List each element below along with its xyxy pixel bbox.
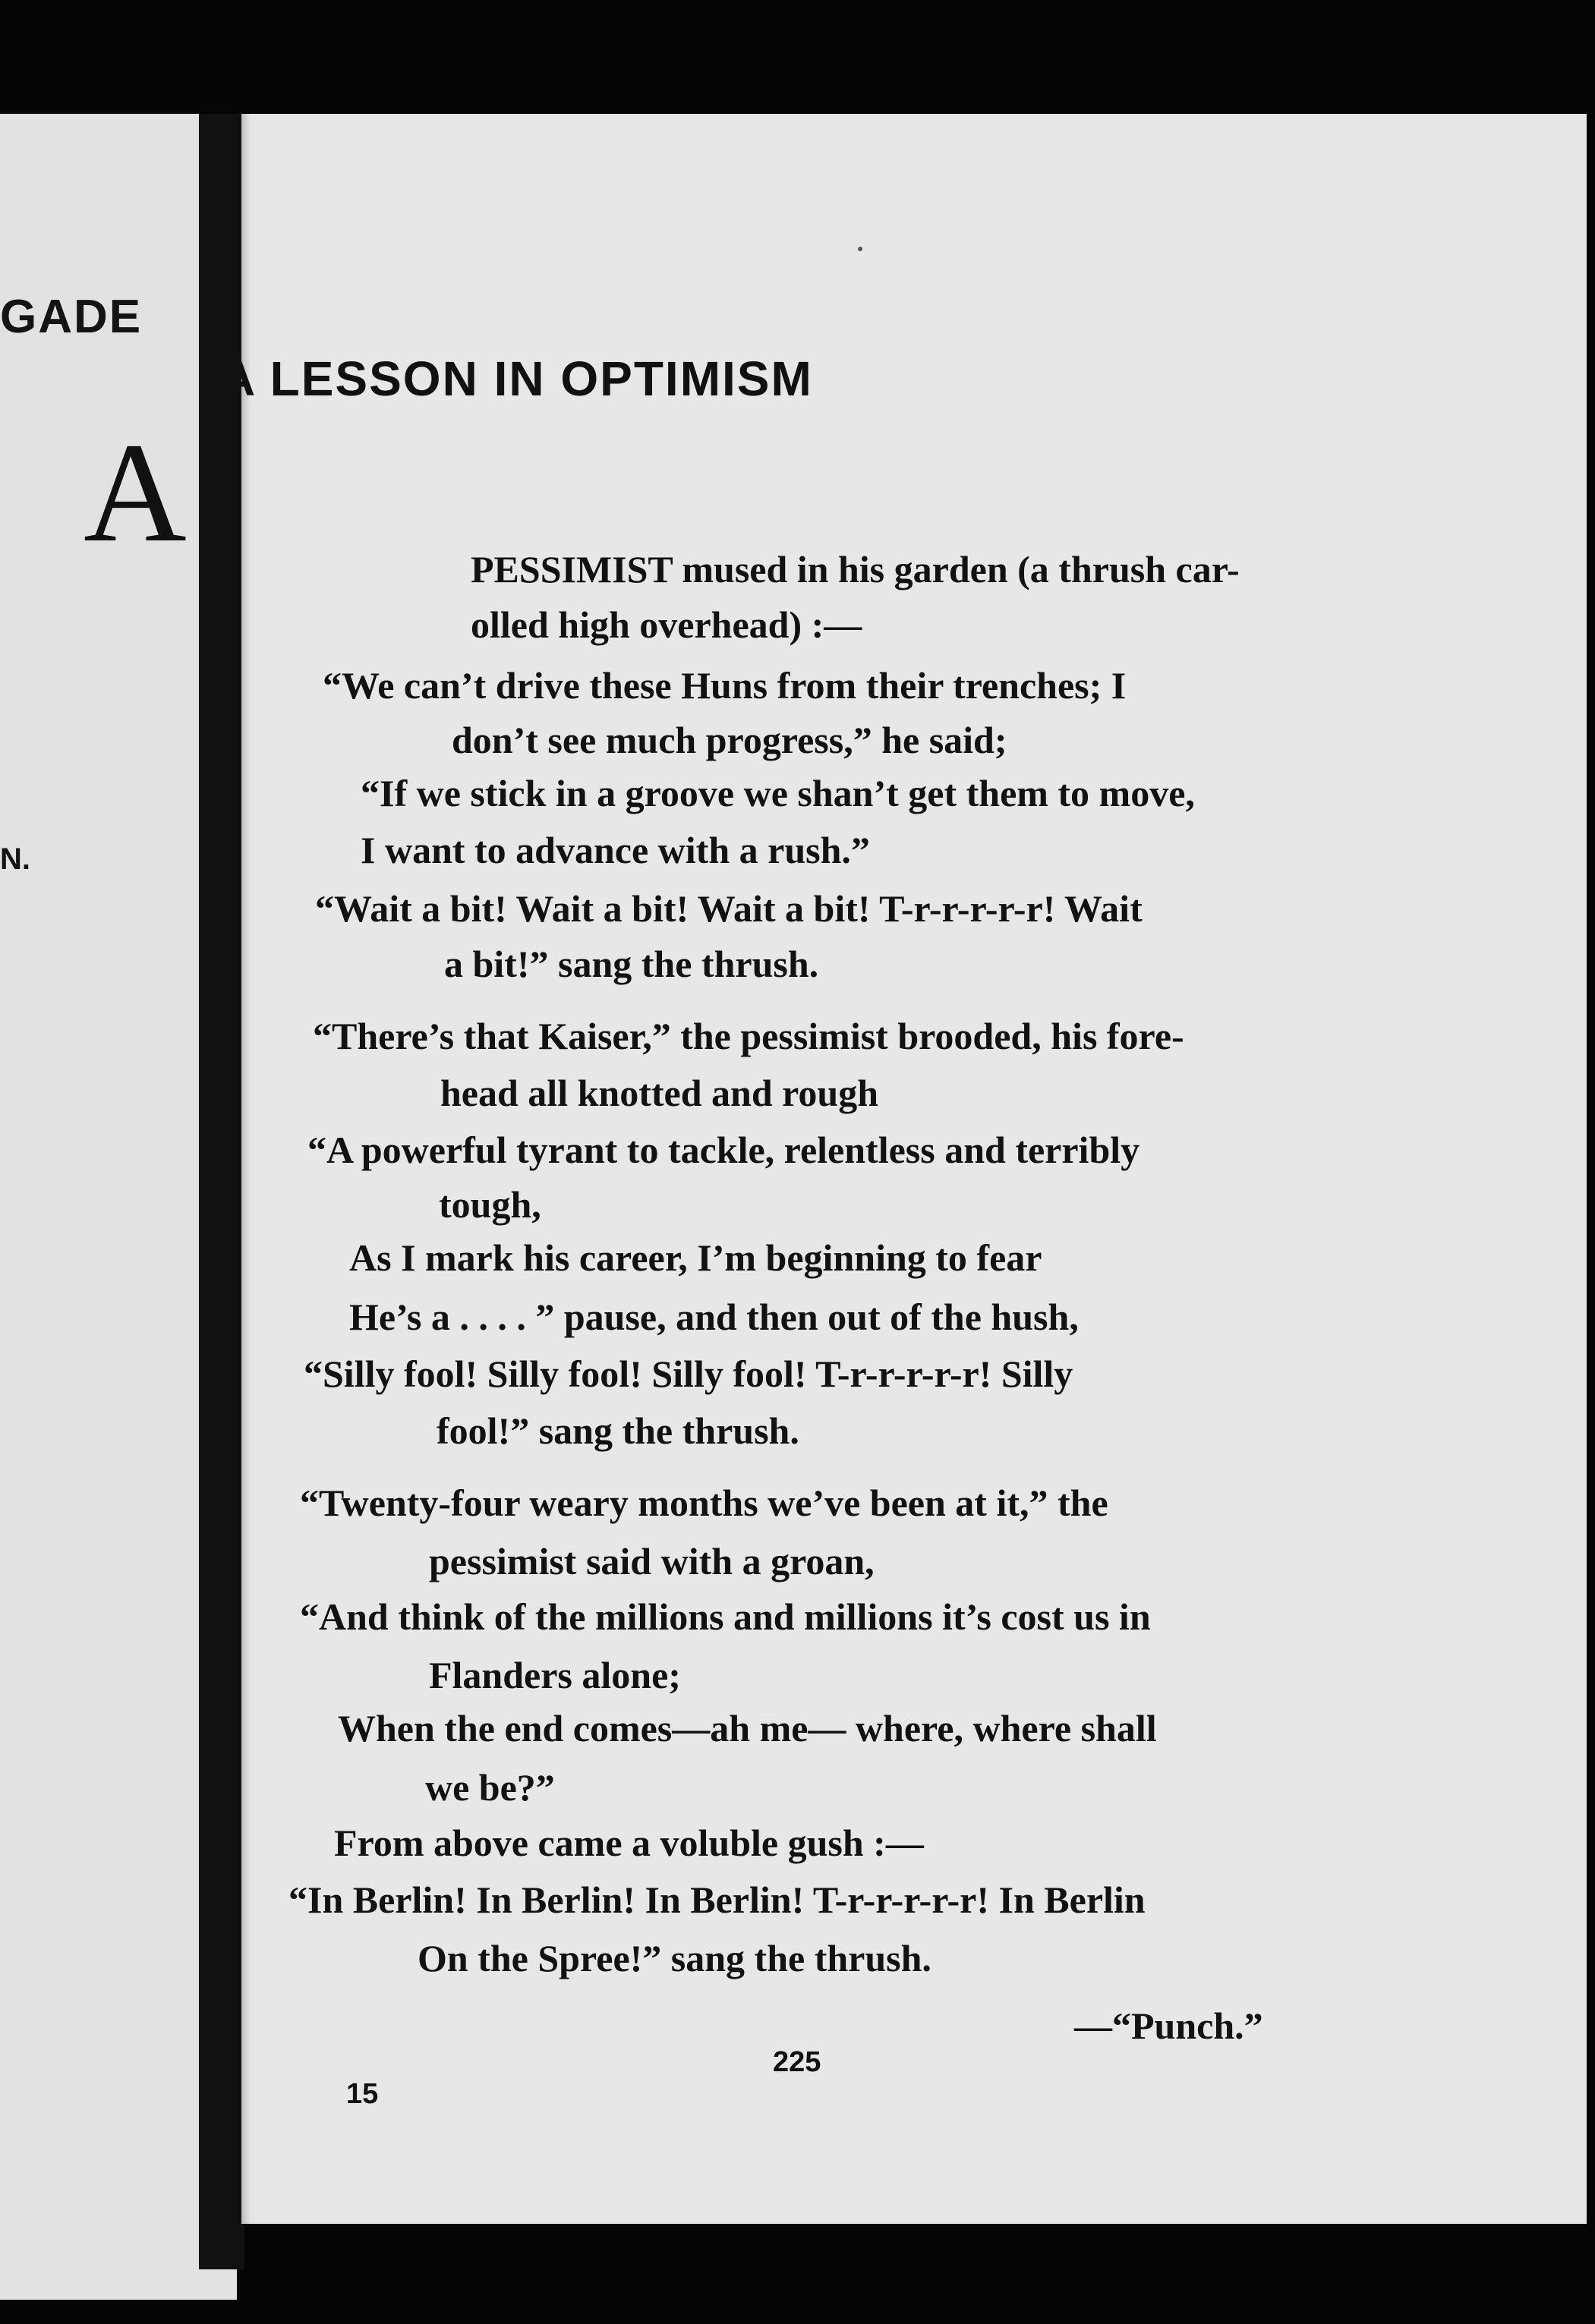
poem-line: As I mark his career, I’m beginning to fear [349, 1236, 1042, 1279]
poem-line: “A powerful tyrant to tackle, relentless and terribly [307, 1129, 1140, 1171]
drop-cap: A [84, 413, 187, 572]
left-page-heading-fragment: GADE [0, 291, 143, 343]
poem-line: From above came a voluble gush :— [334, 1822, 924, 1864]
speck [858, 247, 862, 251]
poem-line: tough, [439, 1183, 541, 1226]
poem-line: we be?” [425, 1766, 555, 1809]
page-number: 225 [773, 2046, 821, 2078]
poem-line: On the Spree!” sang the thrush. [418, 1937, 931, 1979]
poem-line: head all knotted and rough [440, 1072, 879, 1114]
poem-line: a bit!” sang the thrush. [444, 943, 819, 985]
page-edge-shadow [241, 114, 251, 2224]
poem-line: “Wait a bit! Wait a bit! Wait a bit! T-r-r-r-r-r! Wait [315, 887, 1143, 930]
poem-line: He’s a . . . . ” pause, and then out of the hush, [349, 1296, 1079, 1338]
poem-line: “In Berlin! In Berlin! In Berlin! T-r-r-r-r-r! In Berlin [288, 1878, 1146, 1921]
poem-line: Flanders alone; [429, 1654, 681, 1696]
poem-line: PESSIMIST mused in his garden (a thrush car- [471, 548, 1240, 590]
poem-line: “If we stick in a groove we shan’t get them to move, [361, 772, 1195, 814]
poem-line: I want to advance with a rush.” [361, 829, 870, 871]
poem-credit: —“Punch.” [1074, 2004, 1263, 2047]
poem-title: A LESSON IN OPTIMISM [220, 351, 813, 406]
poem-line: fool!” sang the thrush. [437, 1409, 799, 1452]
poem-line: “We can’t drive these Huns from their trenches; I [323, 664, 1127, 707]
poem-line: “There’s that Kaiser,” the pessimist brooded, his fore- [313, 1015, 1184, 1057]
signature-mark: 15 [346, 2078, 379, 2110]
poem-line: “Twenty-four weary months we’ve been at it,” the [300, 1482, 1108, 1524]
poem-line: “And think of the millions and millions it’s cost us in [300, 1595, 1151, 1638]
poem-line: When the end comes—ah me— where, where shall [338, 1707, 1157, 1749]
poem-line: olled high overhead) :— [471, 603, 862, 646]
page-gutter [199, 114, 244, 2269]
poem-line: don’t see much progress,” he said; [452, 719, 1007, 761]
poem-line: “Silly fool! Silly fool! Silly fool! T-r-r-r-r-r! Silly [304, 1353, 1073, 1395]
left-page-letter-fragment: N. [0, 842, 30, 876]
poem-line: pessimist said with a groan, [429, 1540, 875, 1582]
